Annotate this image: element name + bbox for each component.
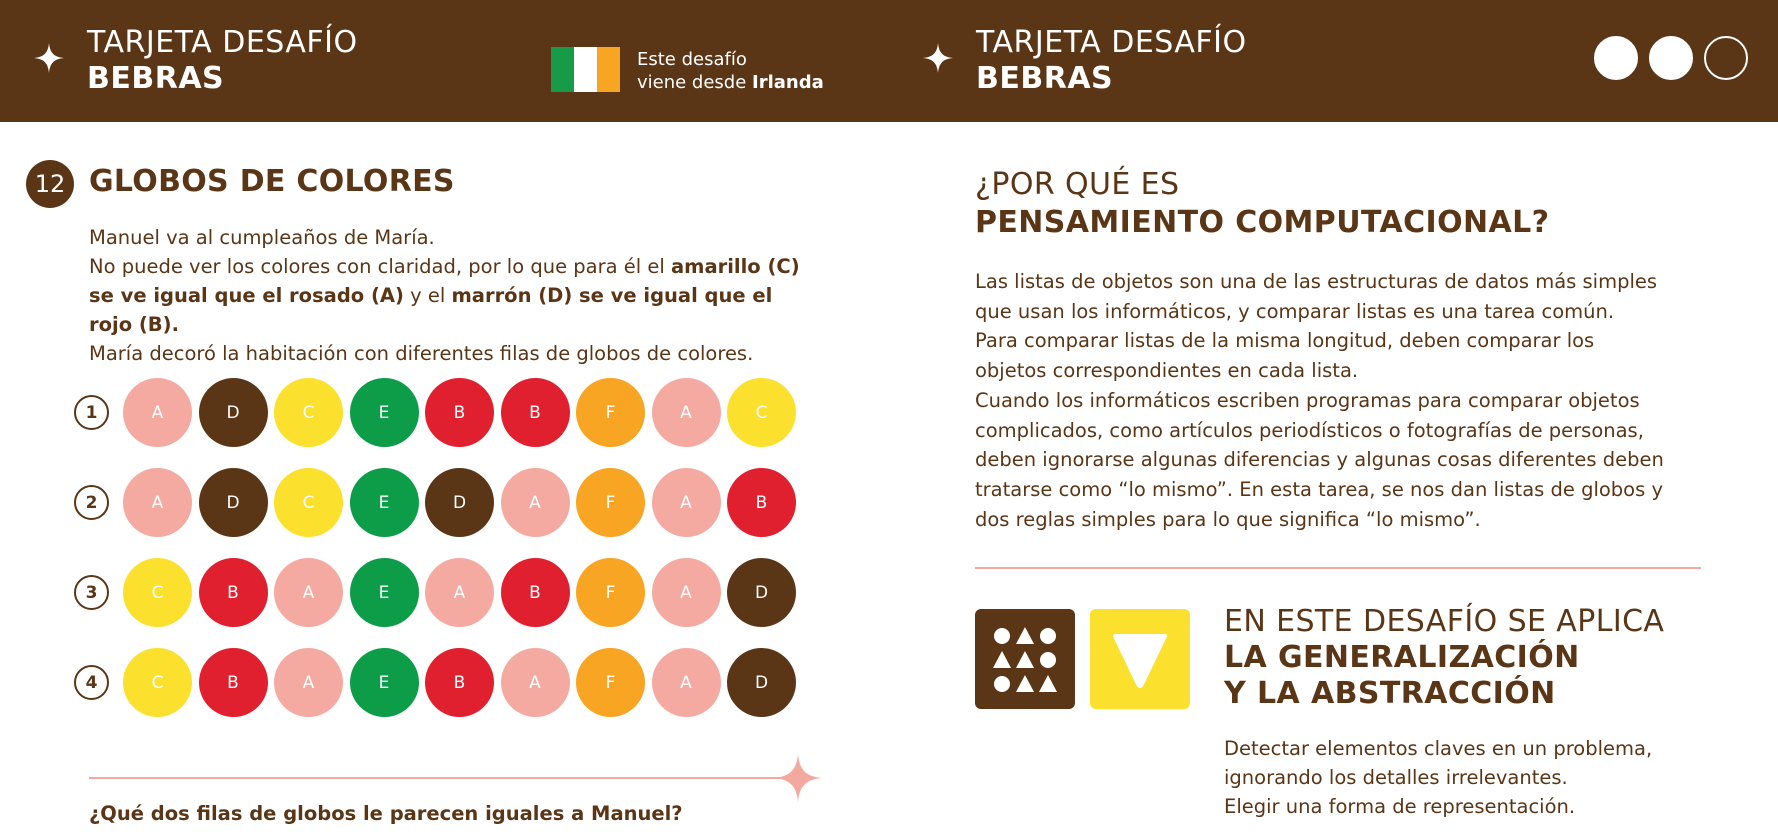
balloon-b: B (199, 648, 268, 717)
concepts-body-line: ignorando los detalles irrelevantes. (1224, 766, 1568, 789)
why-body-line: Las listas de objetos son una de las estructuras de datos más simples (975, 270, 1658, 293)
task-title: GLOBOS DE COLORES (89, 164, 455, 199)
balloon-a: A (501, 648, 570, 717)
origin-line2-prefix: viene desde (637, 72, 753, 93)
balloon-a: A (652, 468, 721, 537)
why-body-line: tratarse como “lo mismo”. En esta tarea, se nos dan listas de globos y (975, 477, 1664, 501)
header-title-line2: BEBRAS (87, 61, 225, 96)
why-body-line: Cuando los informáticos escriben programas para comparar objetos (975, 388, 1640, 412)
balloon-b: B (727, 468, 796, 537)
balloon-f: F (576, 378, 645, 447)
balloon-a: A (123, 468, 192, 537)
balloon-a: A (501, 468, 570, 537)
concepts-title-line2: LA GENERALIZACIÓN (1224, 640, 1580, 675)
origin-note (637, 48, 824, 94)
balloon-c: C (123, 648, 192, 717)
why-body-line: complicados, como artículos periodísticos o fotografías de personas, (975, 418, 1644, 442)
abstraction-icon (1090, 609, 1190, 709)
balloon-e: E (350, 468, 419, 537)
divider (89, 777, 791, 779)
header-title-right-line1: TARJETA DESAFÍO (976, 25, 1247, 60)
balloon-a: A (425, 558, 494, 627)
ireland-flag-icon (551, 47, 620, 92)
difficulty-dot-filled (1594, 36, 1638, 80)
header-title-right (976, 25, 1247, 97)
balloon-f: F (576, 468, 645, 537)
balloon-a: A (123, 378, 192, 447)
sparkle-icon (774, 754, 822, 802)
generalization-icon (975, 609, 1075, 709)
difficulty-indicator (1594, 36, 1748, 80)
concepts-title-line1: EN ESTE DESAFÍO SE APLICA (1224, 604, 1665, 639)
concepts-body (1224, 734, 1744, 821)
balloon-c: C (727, 378, 796, 447)
balloon-b: B (501, 378, 570, 447)
origin-country: Irlanda (752, 72, 824, 93)
balloon-f: F (576, 558, 645, 627)
header-title-right-line2: BEBRAS (976, 61, 1114, 96)
difficulty-dot-filled (1649, 36, 1693, 80)
task-intro (89, 223, 809, 368)
intro-line3-a: se ve igual que el rosado (A) (89, 284, 404, 307)
balloon-a: A (652, 378, 721, 447)
balloon-e: E (350, 648, 419, 717)
balloon-d: D (727, 558, 796, 627)
task-question: ¿Qué dos filas de globos le parecen iguales a Manuel? (89, 802, 683, 825)
balloon-a: A (652, 558, 721, 627)
intro-line3-b: y el (403, 284, 452, 307)
sparkle-icon (34, 43, 64, 73)
balloon-a: A (274, 648, 343, 717)
concepts-body-line: Elegir una forma de representación. (1224, 795, 1576, 818)
why-title-line2: PENSAMIENTO COMPUTACIONAL? (975, 205, 1550, 240)
origin-line1: Este desafío (637, 49, 747, 70)
difficulty-dot-empty (1704, 36, 1748, 80)
concepts-title (1224, 604, 1664, 712)
task-number-badge: 12 (26, 160, 74, 208)
intro-line2-b: amarillo (C) (670, 255, 800, 278)
row-number: 1 (74, 395, 109, 430)
balloon-d: D (199, 378, 268, 447)
why-body-line: Para comparar listas de la misma longitud, deben comparar los (975, 329, 1595, 353)
balloon-d: D (727, 648, 796, 717)
header-title-line1: TARJETA DESAFÍO (87, 25, 358, 60)
why-body-line: objetos correspondientes en cada lista. (975, 359, 1359, 383)
divider (975, 567, 1701, 569)
balloon-e: E (350, 378, 419, 447)
concepts-title-line3: Y LA ABSTRACCIÓN (1224, 676, 1556, 711)
row-number: 3 (74, 575, 109, 610)
intro-line3-c: marrón (D) se ve igual que el rojo (B). (89, 284, 773, 336)
why-title-line1: ¿POR QUÉ ES (975, 167, 1180, 202)
balloon-c: C (274, 468, 343, 537)
why-body-line: dos reglas simples para lo que significa “lo mismo”. (975, 507, 1481, 531)
why-body-line: que usan los informáticos, y comparar listas es una tarea común. (975, 299, 1615, 323)
why-body-line: deben ignorarse algunas diferencias y algunas cosas diferentes deben (975, 448, 1664, 472)
balloon-b: B (425, 378, 494, 447)
concepts-body-line: Detectar elementos claves en un problema, (1224, 737, 1653, 760)
intro-line2-a: No puede ver los colores con claridad, por lo que para él el (89, 255, 671, 278)
balloon-a: A (652, 648, 721, 717)
header-bar (0, 0, 1778, 122)
balloon-e: E (350, 558, 419, 627)
why-title (975, 166, 1549, 242)
intro-line4: María decoró la habitación con diferentes filas de globos de colores. (89, 342, 754, 365)
balloon-b: B (199, 558, 268, 627)
why-body (975, 267, 1715, 534)
row-number: 4 (74, 665, 109, 700)
balloon-f: F (576, 648, 645, 717)
balloon-d: D (425, 468, 494, 537)
row-number: 2 (74, 485, 109, 520)
balloon-d: D (199, 468, 268, 537)
balloon-c: C (274, 378, 343, 447)
balloon-b: B (501, 558, 570, 627)
sparkle-icon (923, 43, 953, 73)
balloon-a: A (274, 558, 343, 627)
header-title-left (87, 25, 358, 97)
intro-line1: Manuel va al cumpleaños de María. (89, 226, 435, 249)
balloon-c: C (123, 558, 192, 627)
balloon-b: B (425, 648, 494, 717)
